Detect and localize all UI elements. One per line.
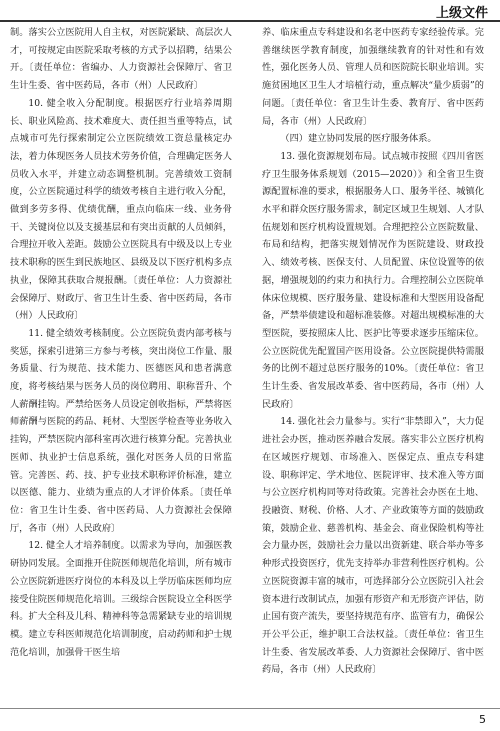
- document-header-title: 上级文件: [435, 6, 488, 21]
- paragraph-resource-planning: 13. 强化资源规划布局。试点城市按照《四川省医疗卫生服务体系规划（2015—2020）》和全省卫生资源配置标准的要求，根据服务人口、服务半径、城镇化水平和群众医疗服务需求，制定区域卫生规划、人才队伍规划和医疗机构设置规划。合理把控公立医院数量、布局和结构，把落实规划情况作为医院建设、财政投入、绩效考核、医保支付、人员配置、床位设置等的依据，增强规划的约束力和执行力。合理控制公立医院单体床位规模、医疗服务量、建设标准和大型医用设备配备，严禁举债建设和超标准装修。对超出规模标准的大型医院，要按照床人比、医护比等要求逐步压缩床位。公立医院优先配置国产医用设备。公立医院提供特需服务的比例不超过总医疗服务的10%。〔责任单位：省卫生计生委、省发展改革委、省中医药局，各市（州）人民政府〕: [262, 150, 484, 410]
- paragraph-training-continued: 养、临床重点专科建设和名老中医药专家经验传承。完善继续医学教育制度，加强继续教育的针对性和有效性，强化医务人员、管理人员和医院院长职业培训。实施贫困地区卫生人才培植行动，重点解决“量少质弱”的问题。〔责任单位：省卫生计生委、教育厅、省中医药局，各市（州）人民政府〕: [262, 27, 484, 127]
- paragraph-continued: 制。落实公立医院用人自主权，对医院紧缺、高层次人才，可按规定由医院采取考核的方式予以招聘，结果公开。〔责任单位：省编办、人力资源社会保障厅、省卫生计生委、省中医药局，各市（州）人民政府〕: [10, 27, 232, 92]
- paragraph-performance-evaluation: 11. 健全绩效考核制度。公立医院负责内部考核与奖惩，探索引进第三方参与考核，突出岗位工作量、服务质量、行为规范、技术能力、医德医风和患者满意度，将考核结果与医务人员的岗位聘用、职称晋升、个人薪酬挂钩。严禁给医务人员设定创收指标，严禁将医师薪酬与医院的药品、耗材、大型医学检查等业务收入挂钩，严禁医院内部科室再次进行核算分配。完善执业医师、执业护士信息系统，强化对医务人员的日常监管。完善医、药、技、护专业技术职称评价标准，建立以医德、能力、业绩为重点的人才评价体系。〔责任单位：省卫生计生委、省中医药局、人力资源社会保障厅，各市（州）人民政府〕: [10, 327, 232, 534]
- paragraph-income-distribution: 10. 健全收入分配制度。根据医疗行业培养周期长、职业风险高、技术难度大、责任担当重等特点，试点城市可先行探索制定公立医院绩效工资总量核定办法，着力体现医务人员技术劳务价值，合理确定医务人员收入水平，并建立动态调整机制。完善绩效工资制度，公立医院通过科学的绩效考核自主进行收入分配，做到多劳多得、优绩优酬，重点向临床一线、业务骨干、关键岗位以及支援基层和有突出贡献的人员倾斜，合理拉开收入差距。鼓励公立医院具有中级及以上专业技术职称的医生到民族地区、县级及以下医疗机构多点执业，保障其获取合规报酬。〔责任单位：人力资源社会保障厅、财政厅、省卫生计生委、省中医药局，各市（州）人民政府〕: [10, 97, 232, 322]
- paragraph-social-participation: 14. 强化社会力量参与。实行“非禁即入”，大力促进社会办医，推动医养融合发展。落实非公立医疗机构在区域医疗规划、市场准入、医保定点、重点专科建设、职称评定、学术地位、医院评审、技术准入等方面与公立医疗机构同等对待政策。完善社会办医在土地、投融资、财税、价格、人才、产业政策等方面的鼓励政策，鼓励企业、慈善机构、基金会、商业保险机构等社会力量办医，鼓励社会力量以出资新建、联合举办等多种形式投资医疗，优先支持举办非营利性医疗机构。公立医院资源丰富的城市，可选择部分公立医院引入社会资本进行改制试点，加强有形资产和无形资产评估，防止国有资产流失，要坚持规范有序、监管有力，确保公开公平公正，维护职工合法权益。〔责任单位：省卫生计生委、省发展改革委、人力资源社会保障厅、省中医药局，各市（州）人民政府〕: [262, 416, 484, 676]
- page-number: 5: [479, 713, 486, 726]
- right-text-column: [262, 24, 484, 679]
- left-text-column: [10, 24, 232, 661]
- paragraph-talent-training: 12. 健全人才培养制度。以需求为导向，加强医教研协同发展。全面推开住院医师规范化培训，所有城市公立医院新进医疗岗位的本科及以上学历临床医师均应接受住院医师规范化培训。三级综合医院设立全科医学科。扩大全科及儿科、精神科等急需紧缺专业的培训规模。建立专科医师规范化培训制度，启动药师和护士规范化培训，加强骨干医生培: [10, 540, 232, 658]
- section-subheading: （四）建立协同发展的医疗服务体系。: [280, 133, 437, 145]
- header-divider: [0, 20, 500, 22]
- footer-divider: [0, 708, 500, 709]
